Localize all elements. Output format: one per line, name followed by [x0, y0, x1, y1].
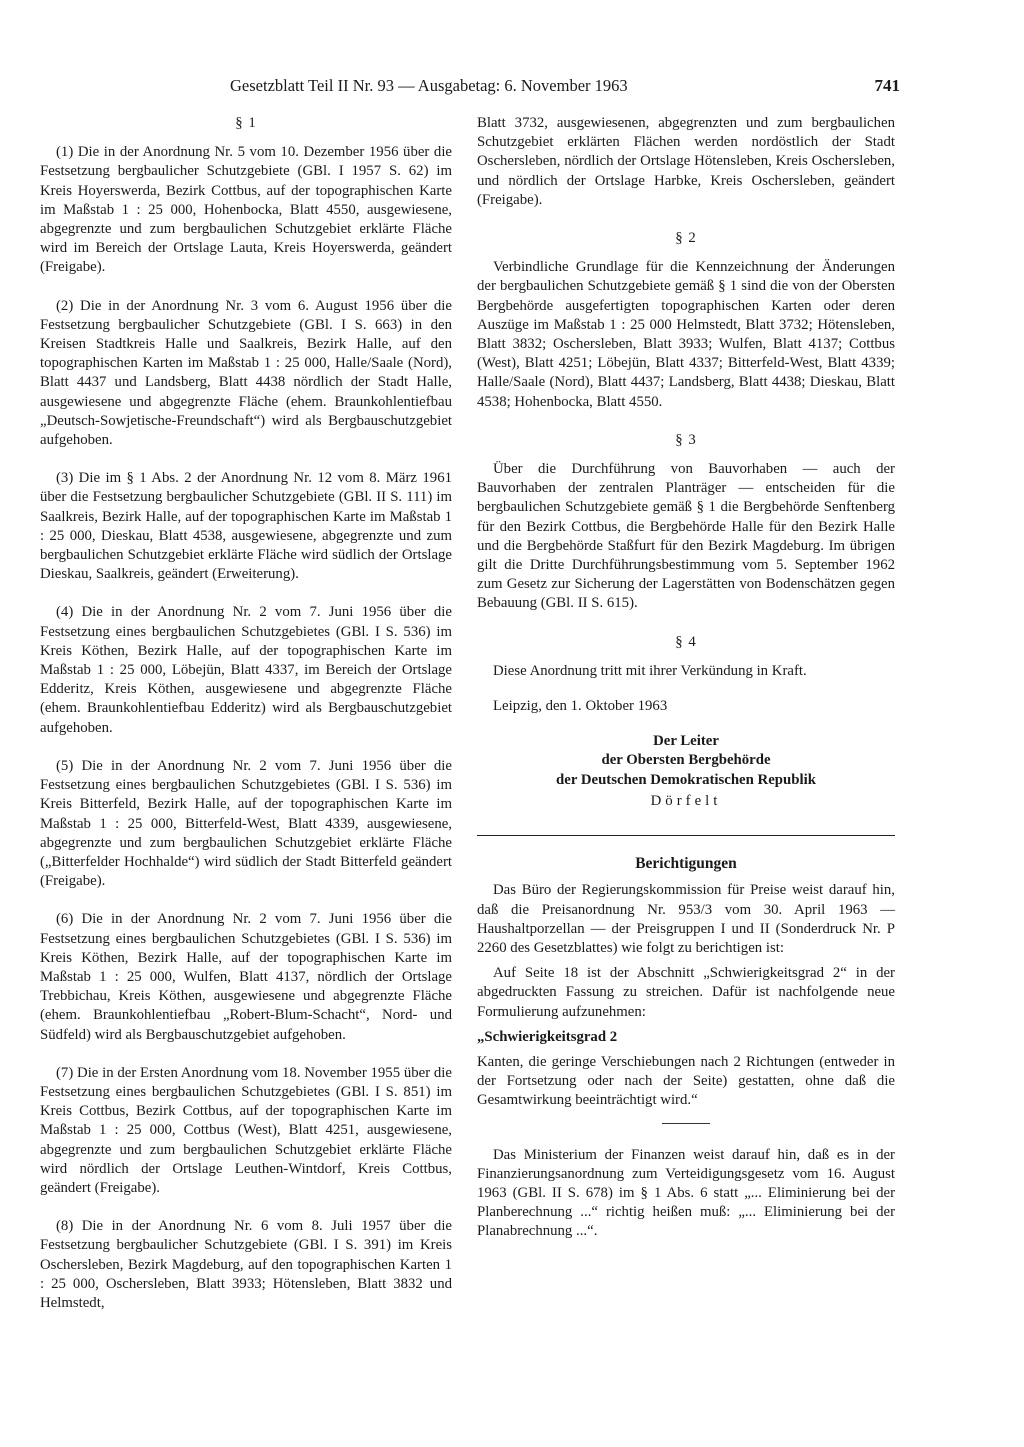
paragraph-5: (5) Die in der Anordnung Nr. 2 vom 7. Juni 1956 über die Festsetzung eines bergbaulichen Schutzgebietes (GBl. I S. 536) im Kreis Bitterfeld, Bezirk Halle, auf der topographischen Karte im Maßstab 1 : 25 000, Bitterfeld-West, Blatt 4339, ausgewiesene, abgegrenzte und zum bergbaulichen Schutzgebiet erklärte Fläche („Bitterfelder Hochhalde“) wird südlich der Stadt Bitterfeld geändert (Freigabe). — [40, 757, 452, 890]
correction-1-new-text: Kanten, die geringe Verschiebungen nach 2 Richtungen (entweder in der Fortsetzung oder nach der Seite) gestatten, ohne daß die Gesamtwirkung beeinträchtigt wird.“ — [477, 1053, 895, 1109]
correction-1-intro: Das Büro der Regierungskommission für Preise weist darauf hin, daß die Preisanordnung Nr. 953/3 vom 30. April 1963 — Haushaltporzellan — der Preisgruppen I und II (Sonderdruck Nr. P 2260 des Gesetzblattes) wie folgt zu berichtigen ist: — [477, 882, 895, 956]
signature-line-1: Der Leiter — [653, 733, 719, 750]
correction-1-instruction: Auf Seite 18 ist der Abschnitt „Schwierigkeitsgrad 2“ in der abgedruckten Fassung zu streichen. Dafür ist nachfolgende neue Formulierung aufzunehmen: — [477, 965, 895, 1020]
paragraph-8-continued: Blatt 3732, ausgewiesenen, abgegrenzten und zum bergbaulichen Schutzgebiet erklärten Flächen werden nordöstlich der Stadt Oschersleben, nördlich der Ortslage Hötensleben, Kreis Oschersleben, und nördlich der Ortslage Harbke, Kreis Oschersleben, geändert (Freigabe). — [477, 115, 895, 208]
paragraph-4: (4) Die in der Anordnung Nr. 2 vom 7. Juni 1956 über die Festsetzung eines bergbaulichen Schutzgebietes (GBl. I S. 536) im Kreis Köthen, Bezirk Halle, auf der topographischen Karte im Maßstab 1 : 25 000, Löbejün, Blatt 4337, im Bereich der Ortslage Edderitz, Kreis Köthen, ausgewiesene und abgegrenzte Fläche (ehem. Braunkohlentiefbau Edderitz) wird als Bergbauschutzgebiet aufgehoben. — [40, 604, 452, 736]
section-3-text: Über die Durchführung von Bauvorhaben — auch der Bauvorhaben der zentralen Planträger — entscheiden für die bergbaulichen Schutzgebiete gemäß § 1 die Bergbehörde Senftenberg für den Bezirk Cottbus, die Bergbehörde Halle für den Bezirk Halle und die Bergbehörde Staßfurt für den Bezirk Magdeburg. Im übrigen gilt die Dritte Durchführungsbestimmung vom 5. September 1962 zum Gesetz zur Sicherung der Lagerstätten von Bodenschätzen gegen Bebauung (GBl. II S. 615). — [477, 461, 895, 612]
correction-1-bold-title: „Schwierigkeitsgrad 2 — [477, 1028, 618, 1045]
correction-2-text: Das Ministerium der Finanzen weist darauf hin, daß es in der Finanzierungsanordnung zum Verteidigungsgesetz vom 16. August 1963 (GBl. II S. 678) im § 1 Abs. 6 statt „... Eliminierung bei der Planberechnung ...“ richtig heißen muß: „... Eliminierung bei der Planabrechnung ...“. — [477, 1146, 895, 1240]
section-divider — [477, 835, 895, 836]
right-column — [477, 114, 895, 1261]
paragraph-2: (2) Die in der Anordnung Nr. 3 vom 6. August 1956 über die Festsetzung bergbaulicher Schutzgebiete (GBl. I S. 663) in den Kreisen Stadtkreis Halle und Saalkreis, Bezirk Halle, auf den topographischen Karten im Maßstab 1 : 25 000, Halle/Saale (Nord), Blatt 4437 und Landsberg, Blatt 4438 nördlich der Stadt Halle, ausgewiesene und abgegrenzte Fläche (ehem. Braunkohlentiefbau „Deutsch-Sowjetische-Freundschaft“) wird als Bergbauschutzgebiet aufgehoben. — [40, 297, 452, 449]
page-number: 741 — [874, 76, 900, 95]
section-3-title: § 3 — [675, 431, 697, 448]
section-2-text: Verbindliche Grundlage für die Kennzeichnung der Änderungen der bergbaulichen Schutzgebiete gemäß § 1 sind die von der Obersten Bergbehörde ausgefertigten topographischen Karten oder deren Auszüge im Maßstab 1 : 25 000 Helmstedt, Blatt 3732; Hötensleben, Blatt 3832; Oschersleben, Blatt 3933; Wulfen, Blatt 4137; Cottbus (West), Blatt 4251; Löbejün, Blatt 4337; Bitterfeld-West, Blatt 4339; Halle/Saale (Nord), Blatt 4437; Landsberg, Blatt 4438; Dieskau, Blatt 4538; Hohenbocka, Blatt 4550. — [477, 259, 895, 410]
place-date: Leipzig, den 1. Oktober 1963 — [493, 698, 668, 715]
running-title: Gesetzblatt Teil II Nr. 93 — Ausgabetag: 6. November 1963 — [230, 76, 628, 95]
signature-line-3: der Deutschen Demokratischen Republik — [556, 771, 816, 788]
berichtigungen-heading: Berichtigungen — [635, 855, 737, 873]
signature-name: Dörfelt — [650, 792, 722, 809]
left-column — [40, 114, 452, 1332]
section-4-title: § 4 — [675, 633, 697, 650]
paragraph-6: (6) Die in der Anordnung Nr. 2 vom 7. Juni 1956 über die Festsetzung eines bergbaulichen Schutzgebietes (GBl. I S. 536) im Kreis Köthen, Bezirk Halle, auf der topographischen Karte im Maßstab 1 : 25 000, Wulfen, Blatt 4137, nördlich der Ortslage Trebbichau, Kreis Köthen, ausgewiesene und abgegrenzte Fläche (ehem. Braunkohlentiefbau „Robert-Blum-Schacht“, Nord- und Südfeld) wird als Bergbauschutzgebiet aufgehoben. — [40, 911, 452, 1043]
page-header — [230, 74, 900, 98]
section-2-title: § 2 — [675, 230, 697, 247]
signature-line-2: der Obersten Bergbehörde — [601, 752, 771, 769]
short-divider — [662, 1123, 710, 1124]
section-1-title: § 1 — [235, 115, 257, 131]
paragraph-7: (7) Die in der Ersten Anordnung vom 18. November 1955 über die Festsetzung eines bergbaulichen Schutzgebietes (GBl. I S. 851) im Kreis Cottbus, Bezirk Cottbus, auf der topographischen Karte im Maßstab 1 : 25 000, Cottbus (West), Blatt 4251, ausgewiesene, abgegrenzte und zum bergbaulichen Schutzgebiet erklärte Fläche wird nördlich der Ortslage Leuthen-Wintdorf, Kreis Cottbus, geändert (Freigabe). — [40, 1064, 452, 1196]
paragraph-8: (8) Die in der Anordnung Nr. 6 vom 8. Juli 1957 über die Festsetzung bergbaulicher Schutzgebiete (GBl. I S. 391) im Kreis Oschersleben, Bezirk Magdeburg, auf den topographischen Karten 1 : 25 000, Oschersleben, Blatt 3933; Hötensleben, Blatt 3832 und Helmstedt, — [40, 1218, 452, 1311]
paragraph-1: (1) Die in der Anordnung Nr. 5 vom 10. Dezember 1956 über die Festsetzung bergbaulicher Schutzgebiete (GBl. I 1957 S. 62) im Kreis Hoyerswerda, Bezirk Cottbus, auf der topographischen Karte im Maßstab 1 : 25 000, Hohenbocka, Blatt 4550, ausgewiesene, abgegrenzte und zum bergbaulichen Schutzgebiet erklärte Fläche wird im Bereich der Ortslage Lauta, Kreis Hoyerswerda, geändert (Freigabe). — [40, 144, 452, 276]
section-4-text: Diese Anordnung tritt mit ihrer Verkündung in Kraft. — [493, 662, 807, 679]
paragraph-3: (3) Die im § 1 Abs. 2 der Anordnung Nr. 12 vom 8. März 1961 über die Festsetzung bergbaulicher Schutzgebiete (GBl. II S. 111) im Saalkreis, Bezirk Halle, auf der topographischen Karte im Maßstab 1 : 25 000, Dieskau, Blatt 4538, ausgewiesene, abgegrenzte und zum bergbaulichen Schutzgebiet erklärte Fläche wird südlich der Ortslage Dieskau, Saalkreis, geändert (Erweiterung). — [40, 470, 452, 583]
